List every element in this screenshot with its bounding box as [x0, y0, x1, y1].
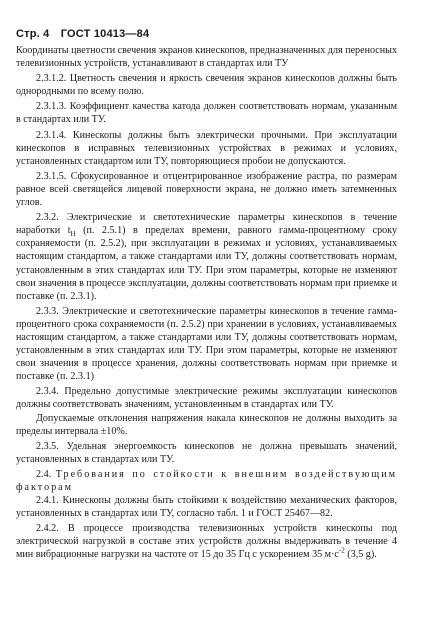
paragraph: 2.3.4. Предельно допустимые электрические режимы эксплуатации кинескопов должны соответствовать значениям, установленным в стандартах или ТУ.	[16, 386, 397, 411]
section-heading: 2.4. Требования по стойкости к внешним воздействующим факторам	[16, 468, 397, 493]
paragraph: 2.3.1.4. Кинескопы должны быть электрически прочными. При эксплуатации кинескопов в исправных телевизионных устройствах в режимах и условиях, установленных стандартом или ТУ, повторяющиеся пробои не допускаются.	[16, 129, 397, 167]
paragraph: 2.4.1. Кинескопы должны быть стойкими к воздействию механических факторов, установленных в стандартах или ТУ, согласно табл. 1 и ГОСТ 25467—82.	[16, 495, 397, 520]
paragraph: 2.4.2. В процессе производства телевизионных устройств кинескопы под электрической нагрузкой в составе этих устройств должны выдерживать в течение 4 мин вибрационные нагрузки на частоте от 15 до 35 Гц с ускорением 35 $м\cdot с^{-2}$ (3,5 g).	[16, 523, 397, 561]
paragraph: 2.3.2. Электрические и светотехнические параметры кинескопов в течение наработки $t_H$ (п. 2.5.1) в пределах времени, равного гамма-процентному сроку сохраняемости (п. 2.5.2), при эксплуатации в режимах и условиях, устанавливаемых настоящим стандартом, а также стандартами или ТУ, должны соответствовать нормам, установленным в этих стандартах или ТУ. При этом параметры, которые не изменяют свои значения в процессе эксплуатации, должны соответствовать нормам при приемке и поставке (п. 2.3.1).	[16, 212, 398, 302]
paragraph: Координаты цветности свечения экранов кинескопов, предназначенных для переносных телевизионных устройств, устанавливают в стандартах или ТУ	[16, 45, 397, 70]
paragraph: 2.3.1.2. Цветность свечения и яркость свечения экранов кинескопов должны быть однородными по всему полю.	[16, 73, 397, 98]
document-body	[16, 44, 397, 562]
standard-designation: ГОСТ 10413—84	[60, 28, 150, 40]
paragraph: 2.3.1.3. Коэффициент качества катода должен соответствовать нормам, указанным в стандартах или ТУ.	[16, 101, 397, 126]
page-header	[16, 28, 149, 40]
paragraph: 2.3.3. Электрические и светотехнические параметры кинескопов в течение гамма-процентного срока сохраняемости (п. 2.5.2) при хранении в условиях, устанавливаемых настоящим стандартом, а также стандартами или ТУ, должны соответствовать нормам, установленным в этих стандартах или ТУ. При этом параметры, которые не изменяют свои значения в процессе хранения, должны соответствовать нормам при приемке и поставке (п. 2.3.1)	[16, 305, 397, 383]
paragraph: Допускаемые отклонения напряжения накала кинескопов не должны выходить за пределы интервала ±10%.	[16, 412, 397, 437]
paragraph: 2.3.1.5. Сфокусированное и отцентрированное изображение растра, по размерам равное всей светящейся лицевой поверхности экрана, не должно иметь затемненных углов.	[16, 170, 397, 209]
paragraph: 2.3.5. Удельная энергоемкость кинескопов не должна превышать значений, установленных в стандартах или ТУ.	[16, 440, 397, 465]
page-number: Стр. 4	[16, 28, 50, 40]
